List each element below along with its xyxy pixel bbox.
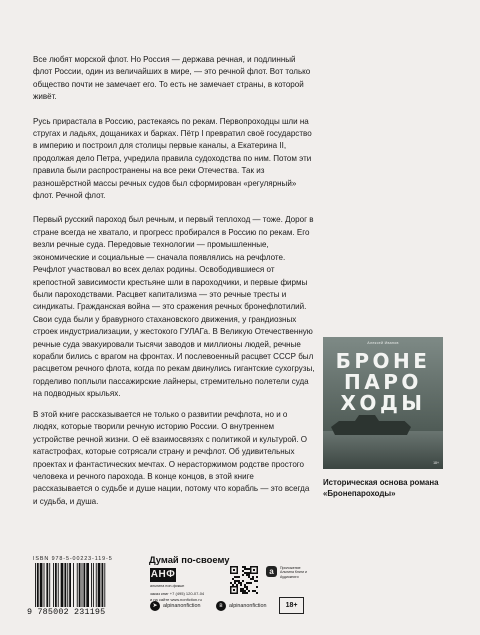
book-cover-image [323, 337, 443, 469]
cover-author: Алексей Иванов [367, 341, 399, 345]
order-site: и на сайте www.nonfiction.ru [150, 596, 202, 602]
paragraph-1: Все любят морской флот. Но Россия — держава речная, и подлинный флот России, один из величайших в мире, — это речной флот. Вот только общество почти не замечает его. То есть не замечает страны, в которой живёт. [33, 55, 311, 102]
order-phone: заказ книг +7 (495) 120-07-04 [150, 591, 205, 596]
telegram-icon: ➤ [150, 601, 160, 611]
app-text: Приложение Альпина Книги и Аудиокниги [280, 566, 307, 579]
order-info [150, 591, 204, 602]
barcode [33, 563, 138, 611]
telegram-handle: alpinanonfiction [163, 603, 201, 609]
paragraph-4: В этой книге рассказывается не только о развитии речфлота, но и о людях, которые творили речную историю России. О внутреннем устройстве речной жизни. О её взаимосвязях с политикой и культурой. О катастрофах, которые сотрясали страну и речфлот. Об удивительных проектах и фантастических мечтах. О нерасторжимом родстве простого человека и речного парохода. В конце концов, в этой книге рассказывается о судьбе и душе нации, потому что корабль — это всегда и судьба, и душа. [33, 410, 310, 506]
cover-caption: Историческая основа романа «Бронепароходы» [323, 478, 439, 498]
annotation-text [33, 54, 315, 413]
publisher-logo: АНФ [150, 569, 176, 580]
barcode-digits: 9 785002 231195 [27, 607, 106, 617]
cover-age-badge: 18+ [433, 461, 439, 465]
publisher-slogan: Думай по-своему [149, 554, 230, 565]
age-rating: 18+ [279, 597, 304, 614]
cover-title-line-3: ХОДЫ [340, 391, 426, 415]
publisher-name: альпина нон-фикшн [150, 584, 185, 588]
app-icon: a [266, 566, 277, 577]
cover-title-line-2: ПАРО [344, 370, 422, 394]
vk-handle: alpinanonfiction [229, 603, 267, 609]
cover-water [323, 431, 443, 469]
paragraph-3: Первый русский пароход был речным, и первый теплоход — тоже. Дорог в стране всегда не хватало, и прогресс пробирался в Россию по рекам. Его везли речные суда. Передовые технологии — промышленные, экономические и социальные — сначала появлялись на речфлоте. Речфлот участвовал во всех делах родины. Освободившиеся от крепостной зависимости крестьяне шли в пароходчики, и первые фирмы были пароходствами. Расцвет капитализма — это речные тресты и синдикаты. Гражданская война — это сражения речных бронефлотилий. Свои суда были у бравурного стахановского движения, у грандиозных строек индустриализации, у жестокого ГУЛАГа. В Великую Отечественную речные суда эвакуировали тысячи заводов и миллионы людей, речные корабли бились с врагом на фронтах. И послевоенный расцвет СССР был расцветом речного флота, когда по рекам двинулись гигантские сухогрузы, горделиво поплыли пассажирские лайнеры, стремительно полетели суда на подводных крыльях. [33, 215, 315, 399]
cover-title-line-1: БРОНЕ [335, 349, 431, 373]
vk-icon: в [216, 601, 226, 611]
qr-code [230, 566, 258, 594]
isbn: ISBN 978-5-00223-119-5 [33, 556, 113, 562]
paragraph-2: Русь прирастала в Россию, растекаясь по рекам. Первопроходцы шли на стругах и ладьях, дощаниках и барках. Пётр I превратил своё государство в империю и построил для столицы первые каналы, а Екатерина II, продолжая дело Петра, учредила правила судоходства по ним. Потом эти правила были распространены на все реки Отечества. Так из разношёрстной массы речных судов был сформирован «регулярный» флот. Речной флот. [33, 116, 312, 201]
